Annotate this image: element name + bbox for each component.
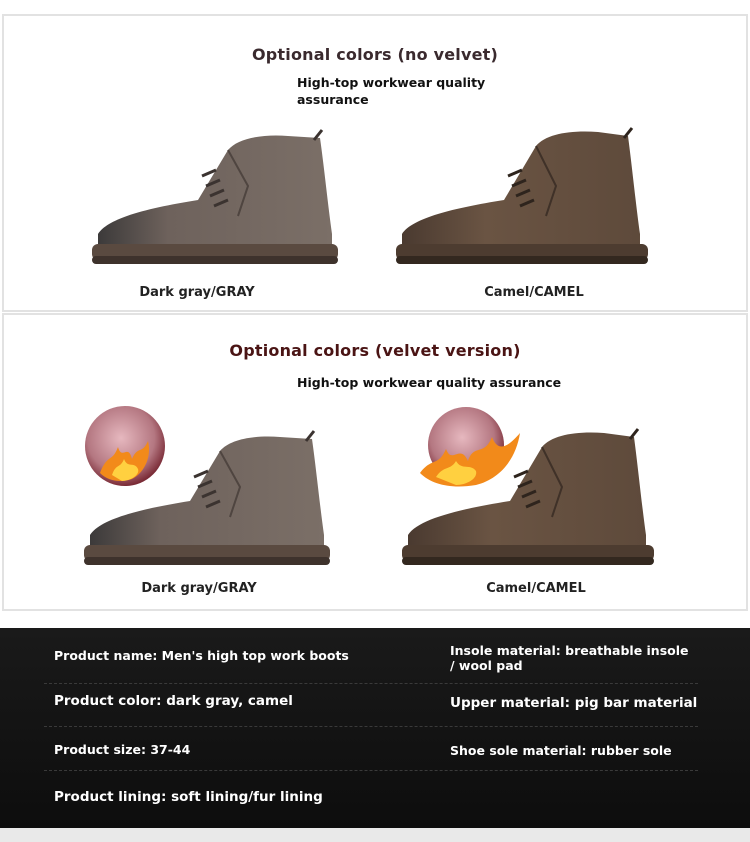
spec-product-name: Product name: Men's high top work boots bbox=[54, 648, 349, 663]
spec-product-color: Product color: dark gray, camel bbox=[54, 693, 293, 709]
velvet-panel bbox=[2, 313, 748, 611]
velvet-subtitle: High-top workwear quality assurance bbox=[297, 375, 562, 390]
camel-boot-image bbox=[392, 126, 654, 276]
spec-divider bbox=[44, 683, 698, 684]
spec-upper-material: Upper material: pig bar material bbox=[450, 695, 698, 711]
footer-strip bbox=[0, 828, 750, 842]
velvet-gray-boot-image bbox=[80, 427, 336, 575]
product-spec-table bbox=[0, 628, 750, 828]
velvet-camel-boot-image bbox=[398, 427, 660, 575]
spec-sole-material: Shoe sole material: rubber sole bbox=[450, 743, 672, 758]
velvet-camel-caption: Camel/CAMEL bbox=[486, 581, 586, 596]
no-velvet-subtitle: High-top workwear quality assurance bbox=[297, 75, 486, 107]
velvet-title: Optional colors (velvet version) bbox=[229, 341, 521, 360]
spec-insole-material: Insole material: breathable insole / wool pad bbox=[450, 643, 689, 673]
no-velvet-panel bbox=[2, 14, 748, 312]
no-velvet-gray-caption: Dark gray/GRAY bbox=[139, 285, 255, 300]
spec-divider bbox=[44, 726, 698, 727]
spec-divider bbox=[44, 770, 698, 771]
spec-product-size: Product size: 37-44 bbox=[54, 742, 191, 757]
no-velvet-title: Optional colors (no velvet) bbox=[251, 45, 499, 64]
gray-boot-image bbox=[88, 126, 344, 276]
velvet-gray-caption: Dark gray/GRAY bbox=[141, 581, 257, 596]
spec-product-lining: Product lining: soft lining/fur lining bbox=[54, 789, 323, 805]
no-velvet-camel-caption: Camel/CAMEL bbox=[484, 285, 584, 300]
